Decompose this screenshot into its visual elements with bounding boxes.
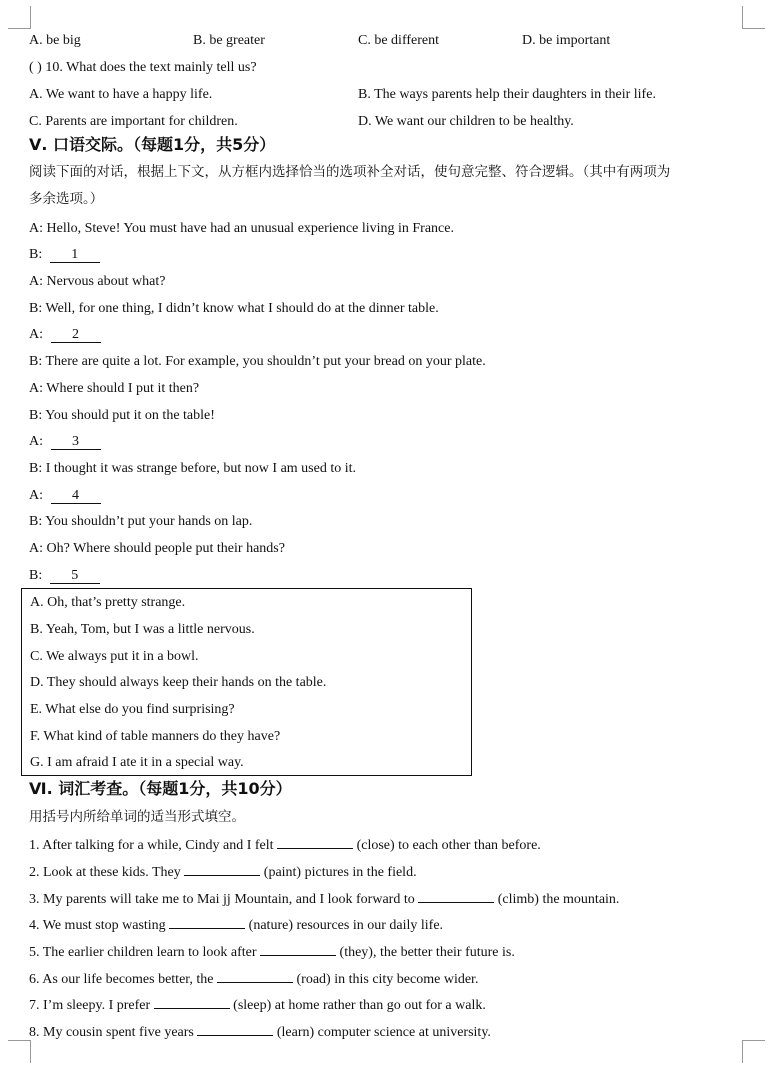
- dialogue-line: A: 2: [29, 326, 101, 344]
- fill-blank[interactable]: [154, 995, 230, 1009]
- dialogue-line: B: 5: [29, 567, 100, 585]
- dialogue-line: A: 4: [29, 487, 101, 505]
- vocab-item-5: 5. The earlier children learn to look after (they), the better their future is.: [29, 942, 515, 962]
- answer-blank-4[interactable]: 4: [51, 488, 101, 504]
- answer-blank-1[interactable]: 1: [50, 247, 100, 263]
- q9-option-b: B. be greater: [193, 33, 265, 48]
- fill-blank[interactable]: [418, 889, 494, 903]
- vocab-item-7: 7. I’m sleepy. I prefer (sleep) at home rather than go out for a walk.: [29, 995, 486, 1015]
- q9-option-c: C. be different: [358, 33, 439, 48]
- dialogue-line: B: Well, for one thing, I didn’t know what I should do at the dinner table.: [29, 301, 439, 316]
- q10-option-b: B. The ways parents help their daughters in their life.: [358, 87, 656, 102]
- section5-heading: Ⅴ. 口语交际。（每题1分，共5分）: [29, 135, 276, 154]
- box-option-f: F. What kind of table manners do they have?: [30, 729, 281, 744]
- section6-heading: Ⅵ. 词汇考查。（每题1分，共10分）: [29, 779, 292, 798]
- crop-mark-top-left: [8, 6, 31, 29]
- crop-mark-top-right: [742, 6, 765, 29]
- vocab-item-2: 2. Look at these kids. They (paint) pictures in the field.: [29, 862, 417, 882]
- dialogue-line: B: You should put it on the table!: [29, 408, 215, 423]
- box-option-a: A. Oh, that’s pretty strange.: [30, 595, 186, 610]
- crop-mark-bottom-left: [8, 1040, 31, 1063]
- fill-blank[interactable]: [184, 862, 260, 876]
- section6-instruction: 用括号内所给单词的适当形式填空。: [29, 809, 245, 825]
- dialogue-line: B: I thought it was strange before, but now I am used to it.: [29, 461, 357, 476]
- dialogue-line: A: 3: [29, 433, 101, 451]
- fill-blank[interactable]: [260, 942, 336, 956]
- vocab-item-6: 6. As our life becomes better, the (road) in this city become wider.: [29, 969, 478, 989]
- dialogue-line: A: Hello, Steve! You must have had an unusual experience living in France.: [29, 221, 454, 236]
- section5-instruction-1: 阅读下面的对话，根据上下文，从方框内选择恰当的选项补全对话，使句意完整、符合逻辑。（其中有两项为: [29, 164, 671, 180]
- fill-blank[interactable]: [169, 915, 245, 929]
- section5-instruction-2: 多余选项。）: [29, 191, 104, 207]
- dialogue-line: B: 1: [29, 246, 100, 264]
- q10-option-c: C. Parents are important for children.: [29, 114, 238, 129]
- vocab-item-4: 4. We must stop wasting (nature) resources in our daily life.: [29, 915, 443, 935]
- fill-blank[interactable]: [277, 835, 353, 849]
- box-option-e: E. What else do you find surprising?: [30, 702, 235, 717]
- box-option-c: C. We always put it in a bowl.: [30, 649, 199, 664]
- q9-option-a: A. be big: [29, 33, 81, 48]
- box-option-b: B. Yeah, Tom, but I was a little nervous.: [30, 622, 255, 637]
- dialogue-line: A: Nervous about what?: [29, 274, 166, 289]
- q10-option-d: D. We want our children to be healthy.: [358, 114, 574, 129]
- options-box: [21, 588, 472, 776]
- box-option-d: D. They should always keep their hands on the table.: [30, 675, 327, 690]
- q10-option-a: A. We want to have a happy life.: [29, 87, 213, 102]
- dialogue-line: A: Where should I put it then?: [29, 381, 200, 396]
- dialogue-line: B: You shouldn’t put your hands on lap.: [29, 514, 253, 529]
- vocab-item-1: 1. After talking for a while, Cindy and I felt (close) to each other than before.: [29, 835, 541, 855]
- answer-blank-2[interactable]: 2: [51, 327, 101, 343]
- box-option-g: G. I am afraid I ate it in a special way.: [30, 755, 244, 770]
- dialogue-line: B: There are quite a lot. For example, you shouldn’t put your bread on your plate.: [29, 354, 486, 369]
- fill-blank[interactable]: [217, 969, 293, 983]
- answer-blank-5[interactable]: 5: [50, 568, 100, 584]
- crop-mark-bottom-right: [742, 1040, 765, 1063]
- answer-blank-3[interactable]: 3: [51, 434, 101, 450]
- fill-blank[interactable]: [197, 1022, 273, 1036]
- q9-option-d: D. be important: [522, 33, 611, 48]
- q10-stem: ( ) 10. What does the text mainly tell us?: [29, 60, 257, 75]
- vocab-item-3: 3. My parents will take me to Mai jj Mountain, and I look forward to (climb) the mountain.: [29, 889, 619, 909]
- vocab-item-8: 8. My cousin spent five years (learn) computer science at university.: [29, 1022, 491, 1042]
- dialogue-line: A: Oh? Where should people put their hands?: [29, 541, 285, 556]
